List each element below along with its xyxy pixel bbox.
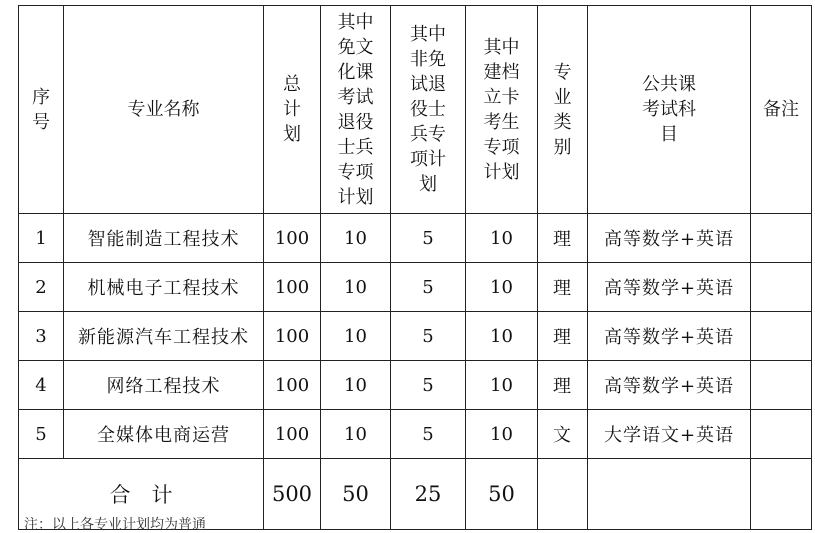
- table-row: [19, 263, 812, 312]
- cell-veteran-exempt: 10: [321, 361, 391, 410]
- cell-veteran-exempt: 10: [321, 410, 391, 459]
- cell-remarks: [751, 312, 812, 361]
- totals-category-empty: [538, 459, 588, 530]
- table-row: [19, 312, 812, 361]
- header-veteran-non-exempt: 其中非免试退役士兵专项计划: [391, 6, 466, 214]
- cell-poverty: 10: [466, 214, 538, 263]
- table-header-row: [19, 6, 812, 214]
- cell-total: 100: [264, 263, 321, 312]
- cell-subjects: 高等数学+英语: [588, 361, 751, 410]
- table-row: [19, 361, 812, 410]
- cell-veteran-exempt: 10: [321, 263, 391, 312]
- cell-veteran-exempt: 10: [321, 214, 391, 263]
- cell-subjects: 高等数学+英语: [588, 312, 751, 361]
- cell-index: 5: [19, 410, 64, 459]
- cell-poverty: 10: [466, 312, 538, 361]
- cell-major-name: 网络工程技术: [64, 361, 264, 410]
- cell-major-name: 全媒体电商运营: [64, 410, 264, 459]
- cell-index: 3: [19, 312, 64, 361]
- cell-major-name: 机械电子工程技术: [64, 263, 264, 312]
- header-total-plan: 总计划: [264, 6, 321, 214]
- totals-total: 500: [264, 459, 321, 530]
- cell-veteran-exempt: 10: [321, 312, 391, 361]
- cell-category: 理: [538, 214, 588, 263]
- cell-veteran-non-exempt: 5: [391, 410, 466, 459]
- cell-category: 理: [538, 263, 588, 312]
- header-remarks: 备注: [751, 6, 812, 214]
- cell-poverty: 10: [466, 361, 538, 410]
- cell-total: 100: [264, 312, 321, 361]
- cell-poverty: 10: [466, 410, 538, 459]
- cell-veteran-non-exempt: 5: [391, 263, 466, 312]
- cell-total: 100: [264, 361, 321, 410]
- table-row: [19, 214, 812, 263]
- footnote-text: 注：以上各专业计划均为普通: [24, 517, 206, 533]
- cell-major-name: 新能源汽车工程技术: [64, 312, 264, 361]
- cell-index: 2: [19, 263, 64, 312]
- cell-remarks: [751, 361, 812, 410]
- cell-major-name: 智能制造工程技术: [64, 214, 264, 263]
- cell-veteran-non-exempt: 5: [391, 361, 466, 410]
- totals-remarks-empty: [751, 459, 812, 530]
- header-veteran-exempt: 其中免文化课考试退役士兵专项计划: [321, 6, 391, 214]
- totals-subjects-empty: [588, 459, 751, 530]
- header-category: 专业类别: [538, 6, 588, 214]
- table-row: [19, 410, 812, 459]
- enrollment-plan-table: [18, 5, 812, 533]
- totals-veteran-exempt: 50: [321, 459, 391, 530]
- cell-total: 100: [264, 214, 321, 263]
- header-major-name: 专业名称: [64, 6, 264, 214]
- cell-remarks: [751, 410, 812, 459]
- cell-subjects: 高等数学+英语: [588, 214, 751, 263]
- cell-subjects: 大学语文+英语: [588, 410, 751, 459]
- cell-index: 1: [19, 214, 64, 263]
- cell-subjects: 高等数学+英语: [588, 263, 751, 312]
- totals-label: 合 计: [19, 459, 264, 530]
- totals-veteran-non-exempt: 25: [391, 459, 466, 530]
- header-index: 序号: [19, 6, 64, 214]
- footnote-cropped: [24, 517, 284, 533]
- cell-category: 文: [538, 410, 588, 459]
- cell-remarks: [751, 214, 812, 263]
- header-exam-subjects: 公共课考试科目: [588, 6, 751, 214]
- totals-poverty: 50: [466, 459, 538, 530]
- cell-total: 100: [264, 410, 321, 459]
- header-poverty-plan: 其中建档立卡考生专项计划: [466, 6, 538, 214]
- cell-veteran-non-exempt: 5: [391, 312, 466, 361]
- cell-category: 理: [538, 312, 588, 361]
- cell-category: 理: [538, 361, 588, 410]
- cell-remarks: [751, 263, 812, 312]
- cell-veteran-non-exempt: 5: [391, 214, 466, 263]
- cell-index: 4: [19, 361, 64, 410]
- cell-poverty: 10: [466, 263, 538, 312]
